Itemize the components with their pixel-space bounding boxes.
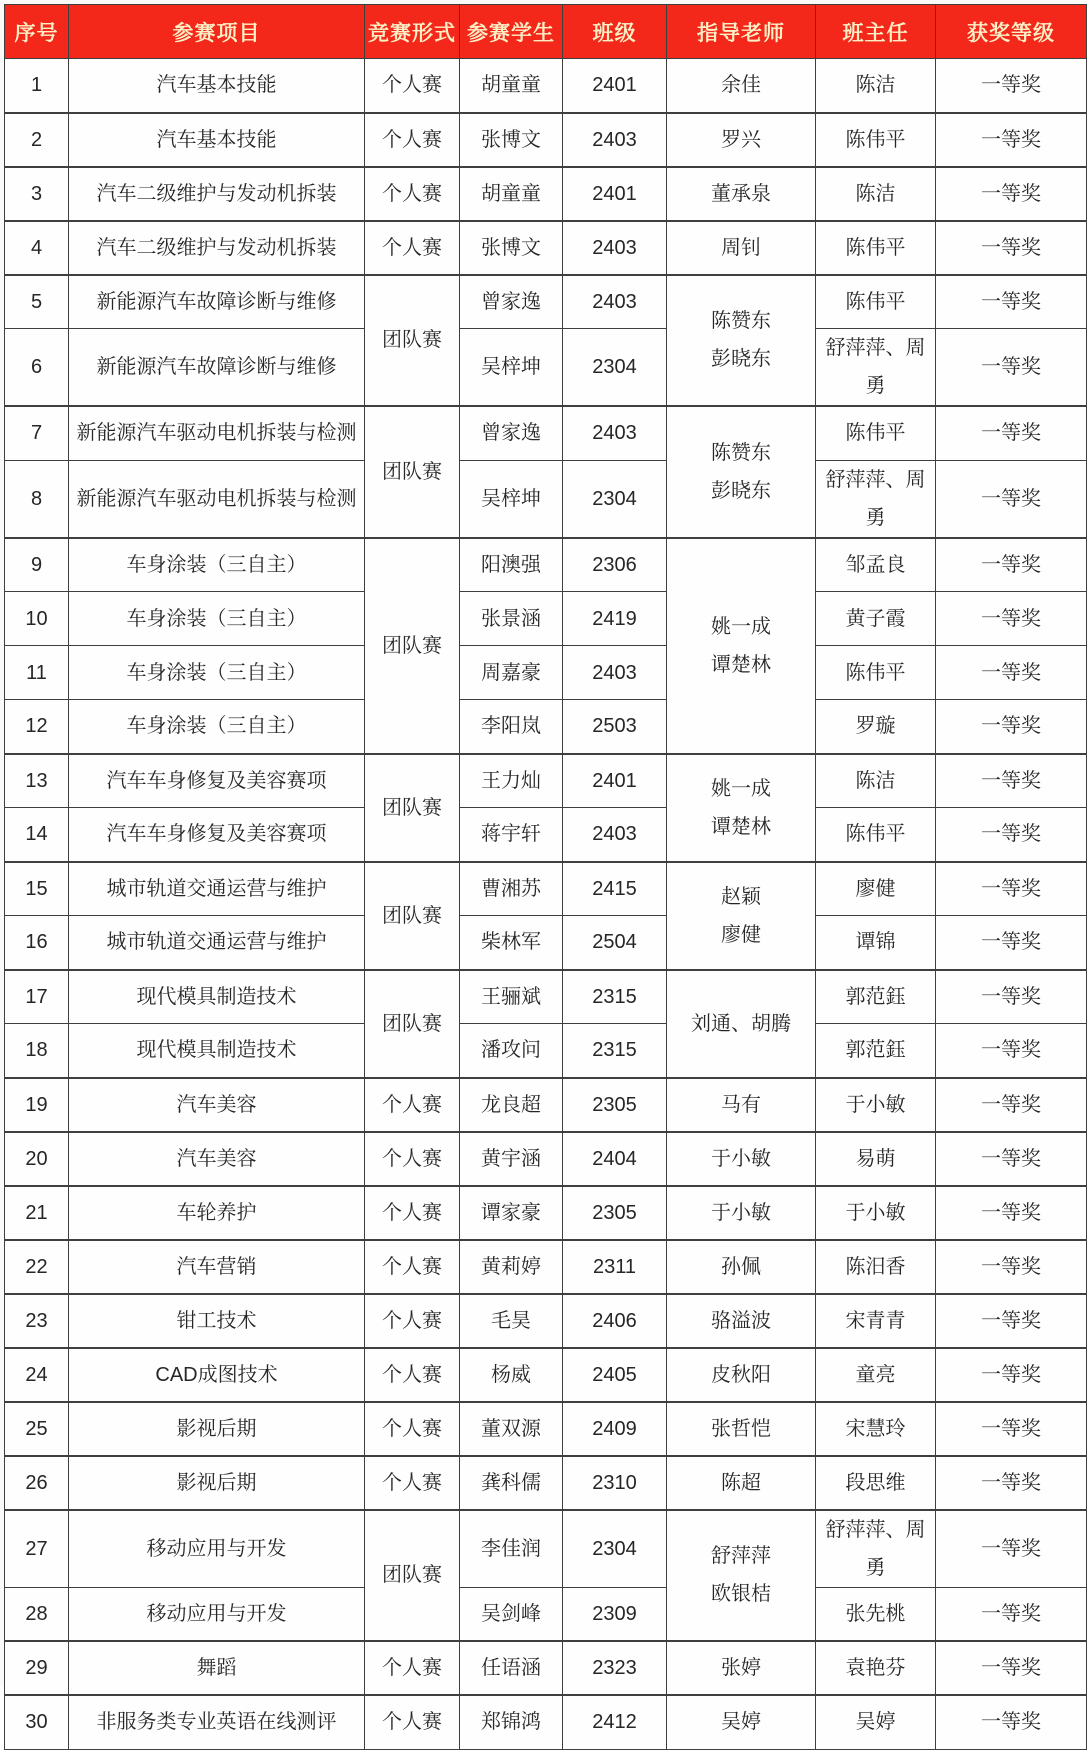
student-cell: 李佳润 [460,1510,563,1588]
class-cell: 2412 [563,1695,667,1749]
teacher-cell: 张哲恺 [667,1402,816,1456]
row-number-cell: 16 [5,916,69,970]
teacher-cell: 罗兴 [667,113,816,167]
class-cell: 2401 [563,167,667,221]
student-cell: 谭家豪 [460,1186,563,1240]
teacher-cell: 孙佩 [667,1240,816,1294]
student-cell: 黄宇涵 [460,1132,563,1186]
student-cell: 蒋宇轩 [460,808,563,862]
student-cell: 张景涵 [460,592,563,646]
format-cell: 团队赛 [365,970,460,1078]
class-cell: 2403 [563,221,667,275]
head-teacher-cell: 于小敏 [816,1186,936,1240]
column-header-award: 获奖等级 [936,5,1087,59]
head-teacher-cell: 郭范鈺 [816,970,936,1024]
award-cell: 一等奖 [936,329,1087,407]
award-cell: 一等奖 [936,1294,1087,1348]
student-cell: 王骊斌 [460,970,563,1024]
column-header-project: 参赛项目 [69,5,365,59]
project-cell: 新能源汽车驱动电机拆装与检测 [69,406,365,460]
row-number-cell: 13 [5,754,69,808]
head-teacher-cell: 陈伟平 [816,113,936,167]
award-cell: 一等奖 [936,1348,1087,1402]
project-cell: 汽车美容 [69,1078,365,1132]
student-cell: 阳澳强 [460,538,563,592]
row-number-cell: 29 [5,1641,69,1695]
teacher-cell: 赵颖 廖健 [667,862,816,970]
format-cell: 个人赛 [365,1456,460,1510]
table-row [5,460,1087,538]
format-cell: 个人赛 [365,1294,460,1348]
project-cell: 城市轨道交通运营与维护 [69,916,365,970]
project-cell: 新能源汽车驱动电机拆装与检测 [69,460,365,538]
teacher-cell: 张婷 [667,1641,816,1695]
class-cell: 2401 [563,754,667,808]
award-cell: 一等奖 [936,1024,1087,1078]
student-cell: 胡童童 [460,167,563,221]
table-row [5,1641,1087,1695]
column-header-class_no: 班级 [563,5,667,59]
format-cell: 团队赛 [365,538,460,754]
head-teacher-cell: 陈洁 [816,167,936,221]
head-teacher-cell: 邹孟良 [816,538,936,592]
award-cell: 一等奖 [936,460,1087,538]
class-cell: 2403 [563,275,667,329]
table-row [5,1024,1087,1078]
teacher-cell: 姚一成 谭楚林 [667,754,816,862]
table-row [5,1186,1087,1240]
class-cell: 2403 [563,406,667,460]
project-cell: CAD成图技术 [69,1348,365,1402]
row-number-cell: 4 [5,221,69,275]
class-cell: 2503 [563,700,667,754]
teacher-cell: 余佳 [667,59,816,113]
student-cell: 郑锦鸿 [460,1695,563,1749]
table-row [5,1132,1087,1186]
award-cell: 一等奖 [936,1078,1087,1132]
row-number-cell: 23 [5,1294,69,1348]
teacher-cell: 骆溢波 [667,1294,816,1348]
row-number-cell: 10 [5,592,69,646]
format-cell: 个人赛 [365,1348,460,1402]
award-cell: 一等奖 [936,275,1087,329]
project-cell: 车身涂装（三自主） [69,592,365,646]
student-cell: 柴林军 [460,916,563,970]
head-teacher-cell: 童亮 [816,1348,936,1402]
project-cell: 汽车车身修复及美容赛项 [69,808,365,862]
row-number-cell: 21 [5,1186,69,1240]
table-row [5,700,1087,754]
project-cell: 汽车基本技能 [69,113,365,167]
table-row [5,1348,1087,1402]
teacher-cell: 姚一成 谭楚林 [667,538,816,754]
student-cell: 李阳岚 [460,700,563,754]
table-row [5,862,1087,916]
project-cell: 车轮养护 [69,1186,365,1240]
class-cell: 2311 [563,1240,667,1294]
head-teacher-cell: 袁艳芬 [816,1641,936,1695]
format-cell: 团队赛 [365,1510,460,1642]
head-teacher-cell: 陈伟平 [816,808,936,862]
column-header-teacher: 指导老师 [667,5,816,59]
head-teacher-cell: 吴婷 [816,1695,936,1749]
award-cell: 一等奖 [936,1456,1087,1510]
student-cell: 王力灿 [460,754,563,808]
table-row [5,406,1087,460]
format-cell: 个人赛 [365,113,460,167]
class-cell: 2323 [563,1641,667,1695]
student-cell: 杨威 [460,1348,563,1402]
head-teacher-cell: 罗璇 [816,700,936,754]
project-cell: 汽车二级维护与发动机拆装 [69,221,365,275]
head-teacher-cell: 陈洁 [816,59,936,113]
row-number-cell: 9 [5,538,69,592]
format-cell: 团队赛 [365,862,460,970]
table-row [5,754,1087,808]
class-cell: 2310 [563,1456,667,1510]
teacher-cell: 董承泉 [667,167,816,221]
header-row [5,5,1087,59]
award-cell: 一等奖 [936,406,1087,460]
student-cell: 张博文 [460,221,563,275]
head-teacher-cell: 舒萍萍、周勇 [816,1510,936,1588]
award-cell: 一等奖 [936,916,1087,970]
project-cell: 舞蹈 [69,1641,365,1695]
head-teacher-cell: 陈伟平 [816,221,936,275]
award-cell: 一等奖 [936,592,1087,646]
head-teacher-cell: 陈伟平 [816,406,936,460]
table-row [5,1294,1087,1348]
award-cell: 一等奖 [936,1402,1087,1456]
award-cell: 一等奖 [936,808,1087,862]
table-row [5,275,1087,329]
table-row [5,221,1087,275]
table-row [5,113,1087,167]
award-cell: 一等奖 [936,1695,1087,1749]
row-number-cell: 25 [5,1402,69,1456]
project-cell: 现代模具制造技术 [69,970,365,1024]
row-number-cell: 5 [5,275,69,329]
class-cell: 2404 [563,1132,667,1186]
table-row [5,1402,1087,1456]
row-number-cell: 1 [5,59,69,113]
row-number-cell: 8 [5,460,69,538]
head-teacher-cell: 陈伟平 [816,275,936,329]
head-teacher-cell: 陈洁 [816,754,936,808]
student-cell: 毛昊 [460,1294,563,1348]
award-cell: 一等奖 [936,221,1087,275]
class-cell: 2309 [563,1587,667,1641]
student-cell: 胡童童 [460,59,563,113]
project-cell: 钳工技术 [69,1294,365,1348]
student-cell: 潘攻问 [460,1024,563,1078]
teacher-cell: 舒萍萍 欧银桔 [667,1510,816,1642]
head-teacher-cell: 陈汨香 [816,1240,936,1294]
table-row [5,1456,1087,1510]
head-teacher-cell: 廖健 [816,862,936,916]
format-cell: 团队赛 [365,275,460,407]
teacher-cell: 马有 [667,1078,816,1132]
head-teacher-cell: 宋青青 [816,1294,936,1348]
student-cell: 张博文 [460,113,563,167]
table-row [5,59,1087,113]
class-cell: 2403 [563,808,667,862]
head-teacher-cell: 段思维 [816,1456,936,1510]
student-cell: 龙良超 [460,1078,563,1132]
project-cell: 非服务类专业英语在线测评 [69,1695,365,1749]
student-cell: 曹湘苏 [460,862,563,916]
table-row [5,1587,1087,1641]
row-number-cell: 27 [5,1510,69,1588]
class-cell: 2305 [563,1078,667,1132]
student-cell: 吴梓坤 [460,460,563,538]
class-cell: 2406 [563,1294,667,1348]
row-number-cell: 11 [5,646,69,700]
teacher-cell: 陈赞东 彭晓东 [667,275,816,407]
project-cell: 城市轨道交通运营与维护 [69,862,365,916]
award-cell: 一等奖 [936,1587,1087,1641]
class-cell: 2403 [563,646,667,700]
table-row [5,1240,1087,1294]
teacher-cell: 周钊 [667,221,816,275]
student-cell: 周嘉豪 [460,646,563,700]
table-row [5,646,1087,700]
row-number-cell: 24 [5,1348,69,1402]
award-cell: 一等奖 [936,1510,1087,1588]
class-cell: 2401 [563,59,667,113]
class-cell: 2304 [563,1510,667,1588]
head-teacher-cell: 于小敏 [816,1078,936,1132]
row-number-cell: 2 [5,113,69,167]
project-cell: 车身涂装（三自主） [69,700,365,754]
award-cell: 一等奖 [936,113,1087,167]
head-teacher-cell: 谭锦 [816,916,936,970]
row-number-cell: 26 [5,1456,69,1510]
student-cell: 吴剑峰 [460,1587,563,1641]
row-number-cell: 30 [5,1695,69,1749]
class-cell: 2403 [563,113,667,167]
table-header [5,5,1087,59]
teacher-cell: 陈赞东 彭晓东 [667,406,816,538]
award-cell: 一等奖 [936,1641,1087,1695]
row-number-cell: 15 [5,862,69,916]
student-cell: 曾家逸 [460,406,563,460]
format-cell: 团队赛 [365,406,460,538]
format-cell: 个人赛 [365,221,460,275]
class-cell: 2304 [563,329,667,407]
table-body [5,59,1087,1750]
table-row [5,329,1087,407]
project-cell: 汽车车身修复及美容赛项 [69,754,365,808]
column-header-student: 参赛学生 [460,5,563,59]
teacher-cell: 皮秋阳 [667,1348,816,1402]
project-cell: 汽车美容 [69,1132,365,1186]
head-teacher-cell: 舒萍萍、周勇 [816,460,936,538]
column-header-format: 竞赛形式 [365,5,460,59]
teacher-cell: 于小敏 [667,1132,816,1186]
format-cell: 个人赛 [365,1402,460,1456]
format-cell: 个人赛 [365,1695,460,1749]
head-teacher-cell: 张先桃 [816,1587,936,1641]
class-cell: 2415 [563,862,667,916]
award-cell: 一等奖 [936,1186,1087,1240]
head-teacher-cell: 郭范鈺 [816,1024,936,1078]
table-row [5,808,1087,862]
row-number-cell: 7 [5,406,69,460]
student-cell: 吴梓坤 [460,329,563,407]
award-cell: 一等奖 [936,167,1087,221]
awards-table [4,4,1087,1750]
row-number-cell: 3 [5,167,69,221]
project-cell: 移动应用与开发 [69,1510,365,1588]
student-cell: 曾家逸 [460,275,563,329]
award-cell: 一等奖 [936,646,1087,700]
head-teacher-cell: 宋慧玲 [816,1402,936,1456]
teacher-cell: 刘通、胡腾 [667,970,816,1078]
format-cell: 个人赛 [365,59,460,113]
class-cell: 2409 [563,1402,667,1456]
table-row [5,592,1087,646]
award-cell: 一等奖 [936,862,1087,916]
teacher-cell: 于小敏 [667,1186,816,1240]
table-row [5,538,1087,592]
award-cell: 一等奖 [936,1240,1087,1294]
award-cell: 一等奖 [936,970,1087,1024]
award-cell: 一等奖 [936,700,1087,754]
project-cell: 车身涂装（三自主） [69,538,365,592]
row-number-cell: 17 [5,970,69,1024]
student-cell: 任语涵 [460,1641,563,1695]
student-cell: 黄莉婷 [460,1240,563,1294]
project-cell: 现代模具制造技术 [69,1024,365,1078]
award-cell: 一等奖 [936,1132,1087,1186]
head-teacher-cell: 易萌 [816,1132,936,1186]
teacher-cell: 陈超 [667,1456,816,1510]
row-number-cell: 14 [5,808,69,862]
column-header-no: 序号 [5,5,69,59]
class-cell: 2305 [563,1186,667,1240]
award-cell: 一等奖 [936,538,1087,592]
row-number-cell: 28 [5,1587,69,1641]
project-cell: 车身涂装（三自主） [69,646,365,700]
format-cell: 个人赛 [365,1186,460,1240]
project-cell: 汽车营销 [69,1240,365,1294]
class-cell: 2306 [563,538,667,592]
head-teacher-cell: 陈伟平 [816,646,936,700]
format-cell: 个人赛 [365,167,460,221]
row-number-cell: 19 [5,1078,69,1132]
row-number-cell: 12 [5,700,69,754]
project-cell: 影视后期 [69,1456,365,1510]
student-cell: 龚科儒 [460,1456,563,1510]
format-cell: 个人赛 [365,1078,460,1132]
row-number-cell: 18 [5,1024,69,1078]
award-cell: 一等奖 [936,59,1087,113]
table-row [5,970,1087,1024]
head-teacher-cell: 黄子霞 [816,592,936,646]
class-cell: 2304 [563,460,667,538]
column-header-head_teacher: 班主任 [816,5,936,59]
project-cell: 移动应用与开发 [69,1587,365,1641]
row-number-cell: 20 [5,1132,69,1186]
class-cell: 2315 [563,1024,667,1078]
project-cell: 汽车基本技能 [69,59,365,113]
project-cell: 新能源汽车故障诊断与维修 [69,329,365,407]
award-cell: 一等奖 [936,754,1087,808]
project-cell: 影视后期 [69,1402,365,1456]
project-cell: 汽车二级维护与发动机拆装 [69,167,365,221]
table-row [5,1695,1087,1749]
head-teacher-cell: 舒萍萍、周勇 [816,329,936,407]
table-row [5,1510,1087,1588]
table-row [5,1078,1087,1132]
table-row [5,916,1087,970]
table-row [5,167,1087,221]
class-cell: 2419 [563,592,667,646]
row-number-cell: 22 [5,1240,69,1294]
class-cell: 2504 [563,916,667,970]
teacher-cell: 吴婷 [667,1695,816,1749]
student-cell: 董双源 [460,1402,563,1456]
format-cell: 个人赛 [365,1240,460,1294]
format-cell: 个人赛 [365,1641,460,1695]
format-cell: 团队赛 [365,754,460,862]
row-number-cell: 6 [5,329,69,407]
project-cell: 新能源汽车故障诊断与维修 [69,275,365,329]
format-cell: 个人赛 [365,1132,460,1186]
class-cell: 2315 [563,970,667,1024]
class-cell: 2405 [563,1348,667,1402]
